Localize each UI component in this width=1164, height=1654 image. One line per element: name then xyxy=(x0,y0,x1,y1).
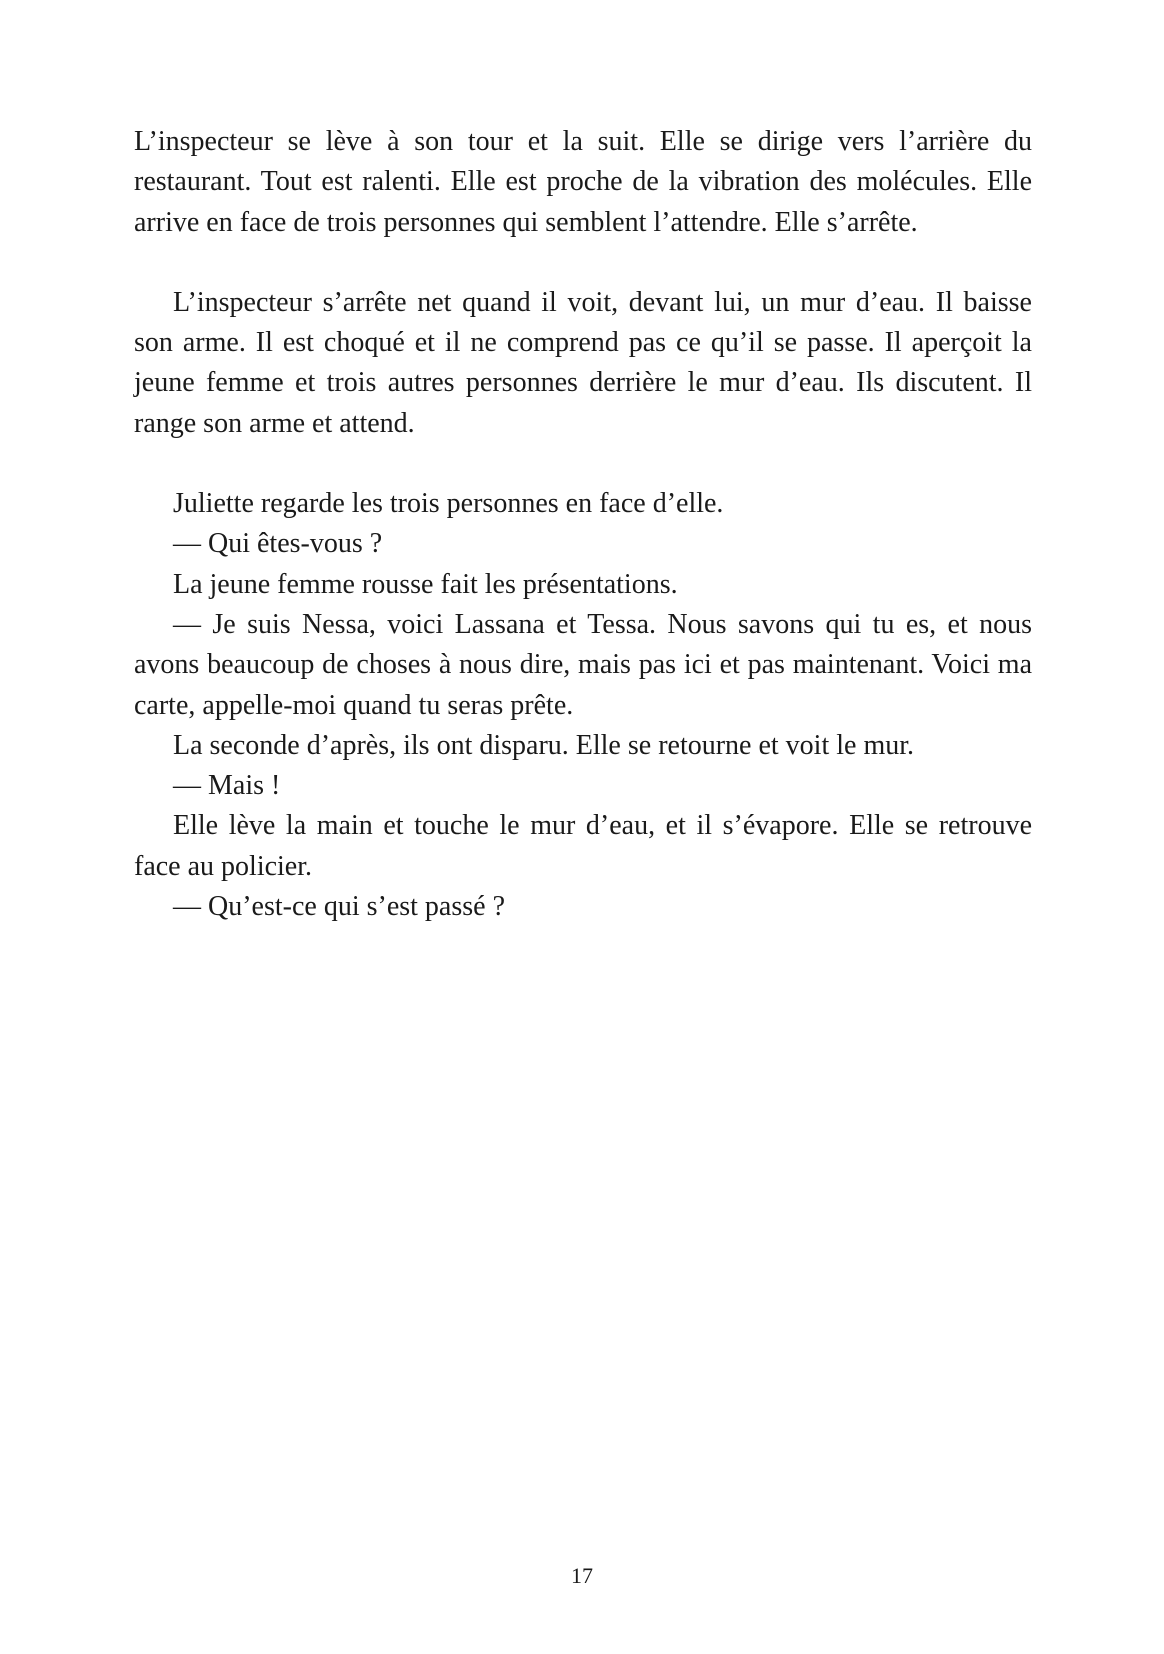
dialogue-line-1: — Qui êtes-vous ? xyxy=(173,528,383,560)
dialogue-line-4: — Qu’est-ce qui s’est passé ? xyxy=(173,891,506,923)
paragraph-2: L’inspecteur s’arrête net quand il voit, devant lui, un mur d’eau. Il baisse son arme. Il est choqué et il ne comprend pas ce qu’il se passe. Il aperçoit la jeune femme et trois autres personnes derrière le mur d’eau. Ils discutent. Il range son arme et attend. xyxy=(134,286,1032,439)
dialogue-line-2: — Je suis Nessa, voici Lassana et Tessa. Nous savons qui tu es, et nous avons beaucoup de choses à nous dire, mais pas ici et pas maintenant. Voici ma carte, appelle-moi quand tu seras prête. xyxy=(134,608,1032,721)
page-number: 17 xyxy=(571,1563,593,1588)
paragraph-4: La jeune femme rousse fait les présentations. xyxy=(173,568,678,600)
body-text xyxy=(134,122,1032,927)
paragraph-5: La seconde d’après, ils ont disparu. Elle se retourne et voit le mur. xyxy=(173,729,915,761)
paragraph-6: Elle lève la main et touche le mur d’eau, et il s’évapore. Elle se retrouve face au policier. xyxy=(134,810,1032,882)
dialogue-line-3: — Mais ! xyxy=(173,770,281,802)
paragraph-3: Juliette regarde les trois personnes en face d’elle. xyxy=(173,488,724,520)
paragraph-1: L’inspecteur se lève à son tour et la suit. Elle se dirige vers l’arrière du restaurant. Tout est ralenti. Elle est proche de la vibration des molécules. Elle arrive en face de trois personnes qui semblent l’attendre. Elle s’arrête. xyxy=(134,126,1032,238)
